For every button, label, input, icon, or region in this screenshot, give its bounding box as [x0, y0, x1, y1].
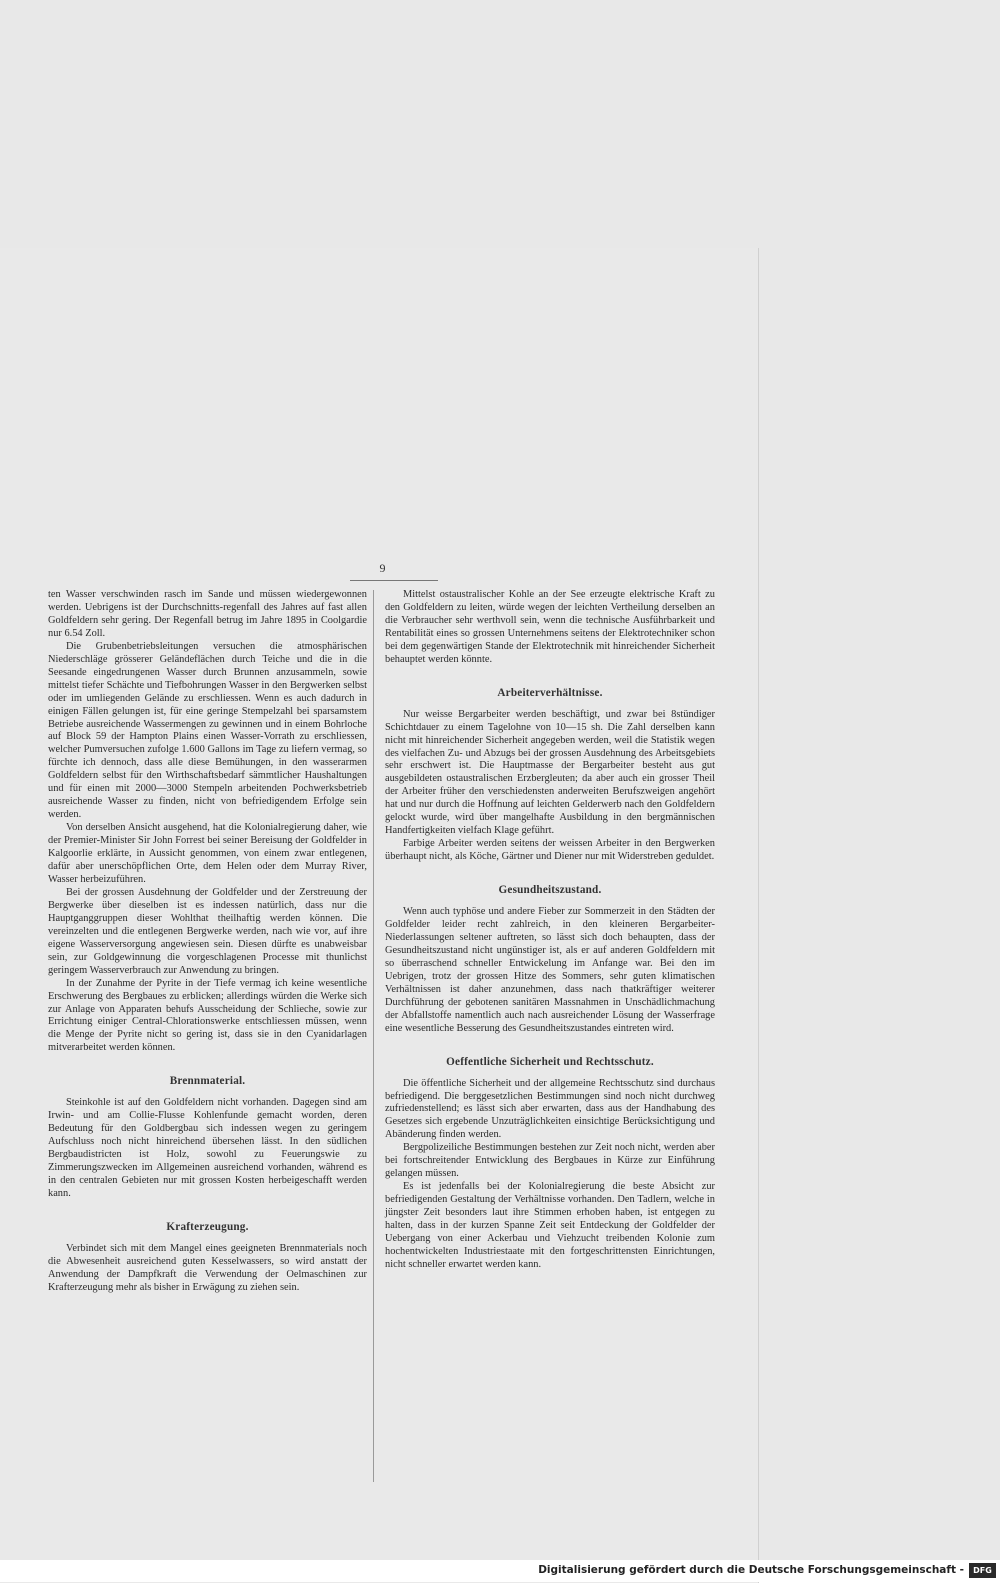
paragraph: Verbindet sich mit dem Mangel eines geeigneten Brennmaterials noch die Abwesenheit ausreichend guten Kesselwassers, so wird anstatt der Anwendung der Dampfkraft die Verwendung der Oelmaschinen zur Krafterzeugung mehr als bisher in Erwägung zu ziehen sein. [48, 1242, 367, 1293]
section-heading-brennmaterial: Brennmaterial. [169, 1075, 246, 1088]
footer-bar [0, 1560, 1000, 1582]
left-column [48, 589, 367, 1295]
page-number-rule [350, 580, 438, 581]
dfg-logo: DFG [969, 1563, 996, 1578]
section-heading-oeffentliche-sicherheit: Oeffentliche Sicherheit und Rechtsschutz. [446, 1055, 654, 1068]
column-divider [373, 590, 374, 1482]
paragraph: Nur weisse Bergarbeiter werden beschäftigt, und zwar bei 8stündiger Schichtdauer zu einem Tagelohne von 10—15 sh. Die Zahl derselben kann nicht mit hinreichender Sicherheit angegeben werden, weil die Statistik wegen des vielfachen Zu- und Abzugs bei der grossen Ausdehnung des Arbeitsgebiets sehr erschwert ist. Die Hauptmasse der Bergarbeiter besteht aus gut ausgebildeten ostaustralischen Erzbergleuten; da aber auch ein grosser Theil der Arbeiter früher den verschiedensten anderweiten Berufszweigen angehört hat und nur durch die Hoffnung auf leichten Gelderwerb nach den Goldfeldern gelockt wurde, wird über mangelhafte Ausbildung in den bergmännischen Handfertigkeiten vielfach Klage geführt. [385, 708, 715, 837]
paragraph: Bergpolizeiliche Bestimmungen bestehen zur Zeit noch nicht, werden aber bei fortschreitender Entwicklung des Bergbaues in Kürze zur Einführung gelangen müssen. [385, 1142, 715, 1180]
paragraph: Die öffentliche Sicherheit und der allgemeine Rechtsschutz sind durchaus befriedigend. Die berggesetzlichen Bestimmungen sind noch nicht durchweg zufriedenstellend; es lässt sich aber erwarten, dass aus der Handhabung des Gesetzes sich ergebende Unzuträglichkeiten einsichtige Berücksichtigung und Abänderung finden werden. [385, 1077, 715, 1141]
paragraph: Farbige Arbeiter werden seitens der weissen Arbeiter in den Bergwerken überhaupt nicht, als Köche, Gärtner und Diener nur mit Widerstreben geduldet. [385, 838, 715, 863]
paragraph: ten Wasser verschwinden rasch im Sande und müssen wiedergewonnen werden. Uebrigens ist der Durchschnitts-regenfall des Jahres auf fast allen Goldfeldern sehr gering. Der Regenfall betrug im Jahre 1895 in Coolgardie nur 6.54 Zoll. [48, 589, 367, 639]
paragraph: Wenn auch typhöse und andere Fieber zur Sommerzeit in den Städten der Goldfelder leider recht zahlreich, in den kleineren Bergarbeiter-Niederlassungen seltener auftreten, so lässt sich doch behaupten, dass der Gesundheitszustand nicht ungünstiger ist, als er auf anderen Goldfeldern mit so überraschend schneller Entwickelung im Anfange war. Bei den im Uebrigen, trotz der grossen Hitze des Sommers, sehr guten klimatischen Verhältnissen ist daher anzunehmen, dass nach thatkräftiger weiterer Durchführung der gebotenen sanitären Massnahmen in Unschädlichmachung der Abfallstoffe namentlich auch nach ausreichender Lösung der Wasserfrage eine wesentliche Besserung des Gesundheitszustandes eintreten wird. [385, 906, 715, 1034]
section-heading-krafterzeugung: Krafterzeugung. [166, 1220, 249, 1233]
page-number: 9 [379, 561, 386, 575]
page-content [40, 553, 725, 1513]
right-column [385, 589, 715, 1272]
paragraph: Bei der grossen Ausdehnung der Goldfelder und der Zerstreuung der Bergwerke über dieselben ist es indessen natürlich, dass nur die Hauptganggruppen dieser Wohlthat theilhaftig werden können. Die vereinzelten und die entlegenen Bergwerke werden, nach wie vor, auf ihre eigene Wasserversorgung angewiesen sein. Diesen dürfte es unabweisbar sein, zur Goldgewinnung die vorgeschlagenen Processe mit thunlichst geringem Wasserverbrauch zur Anwendung zu bringen. [48, 886, 367, 976]
paragraph: Es ist jedenfalls bei der Kolonialregierung die beste Absicht zur befriedigenden Gestaltung der Verhältnisse vorhanden. Den Tadlern, welche in jüngster Zeit besonders laut ihre Stimmen erhoben haben, ist entgegen zu halten, dass in der kurzen Spanne Zeit seit Entdeckung der Goldfelder der Uebergang von einer Ackerbau und Viehzucht treibenden Kolonie zum hochentwickelten Industriestaate mit den fortgeschrittensten Einrichtungen, nicht schneller erwartet werden kann. [385, 1181, 715, 1270]
section-heading-arbeiterverhaeltnisse: Arbeiterverhältnisse. [497, 686, 603, 699]
paragraph: Mittelst ostaustralischer Kohle an der See erzeugte elektrische Kraft zu den Goldfeldern zu leiten, würde wegen der leichten Vertheilung derselben an die Verbraucher sehr werthvoll sein, wenn die technische Ausführbarkeit und Rentabilität eines so grossen Unternehmens seitens der Elektrotechniker schon bei dem gegenwärtigen Stande der Elektrotechnik mit hinreichender Sicherheit behauptet werden könnte. [385, 589, 715, 665]
paragraph: Steinkohle ist auf den Goldfeldern nicht vorhanden. Dagegen sind am Irwin- und am Collie-Flusse Kohlenfunde gemacht worden, deren Bedeutung für den Goldbergbau sich indessen wegen zu geringem Aufschluss noch nicht hinreichend übersehen lässt. In den südlichen Bergbaudistricten ist Holz, sowohl zu Feuerungswie zu Zimmerungszwecken im Allgemeinen ausreichend vorhanden, während es in den centralen Gebieten nur mit grossen Kosten herbeigeschafft werden kann. [48, 1097, 367, 1199]
funding-note: Digitalisierung gefördert durch die Deutsche Forschungsgemeinschaft - [538, 1564, 964, 1576]
paragraph: In der Zunahme der Pyrite in der Tiefe vermag ich keine wesentliche Erschwerung des Bergbaues zu erblicken; allerdings würden die Werke sich zur Anlage von Apparaten behufs Ausscheidung der Schlieche, sowie zur Errichtung einiger Central-Chlorationswerke entschliessen müssen, wenn die Menge der Pyrite nicht so gering ist, dass sie in den Cyanidarlagen mitverarbeitet werden können. [48, 977, 367, 1054]
paragraph: Von derselben Ansicht ausgehend, hat die Kolonialregierung daher, wie der Premier-Minister Sir John Forrest bei seiner Bereisung der Goldfelder in Kalgoorlie erklärte, in Aussicht genommen, von einem zwar entlegenen, dafür aber unerschöpflichen Orte, dem Helen oder dem Murray River, Wasser herbeizuführen. [48, 822, 367, 885]
paragraph: Die Grubenbetriebsleitungen versuchen die atmosphärischen Niederschläge grösserer Geländeflächen durch Teiche und die in die Seesande eingedrungenen Wasser durch Brunnen anzusammeln, sowie mittelst tiefer Schächte und Tiefbohrungen Wasser in den Bergwerken selbst oder im umliegenden Gelände zu erschliessen. Wenn es auch dadurch in einigen Fällen gelungen ist, für eine geringe Stempelzahl bei sparsamstem Betriebe ausreichende Wassermengen zu gewinnen und in einem Bohrloche auf Block 59 der Hampton Plains einen Wasser-Vorrath zu erschliessen, welcher Pumversuchen zufolge 1.600 Gallons im Tage zu liefern vermag, so fürchte ich dennoch, dass alle diese Bemühungen, in den wasserarmen Goldfeldern selbst für den Wirthschaftsbedarf sämmtlicher Haushaltungen und für einen mit 2000—3000 Stempeln arbeitenden Pochwerksbetrieb ausreichende Wasser zu finden, nicht von befriedigendem Erfolge sein werden. [48, 640, 367, 821]
section-heading-gesundheitszustand: Gesundheitszustand. [498, 884, 602, 897]
paper-sheet [0, 248, 759, 1583]
